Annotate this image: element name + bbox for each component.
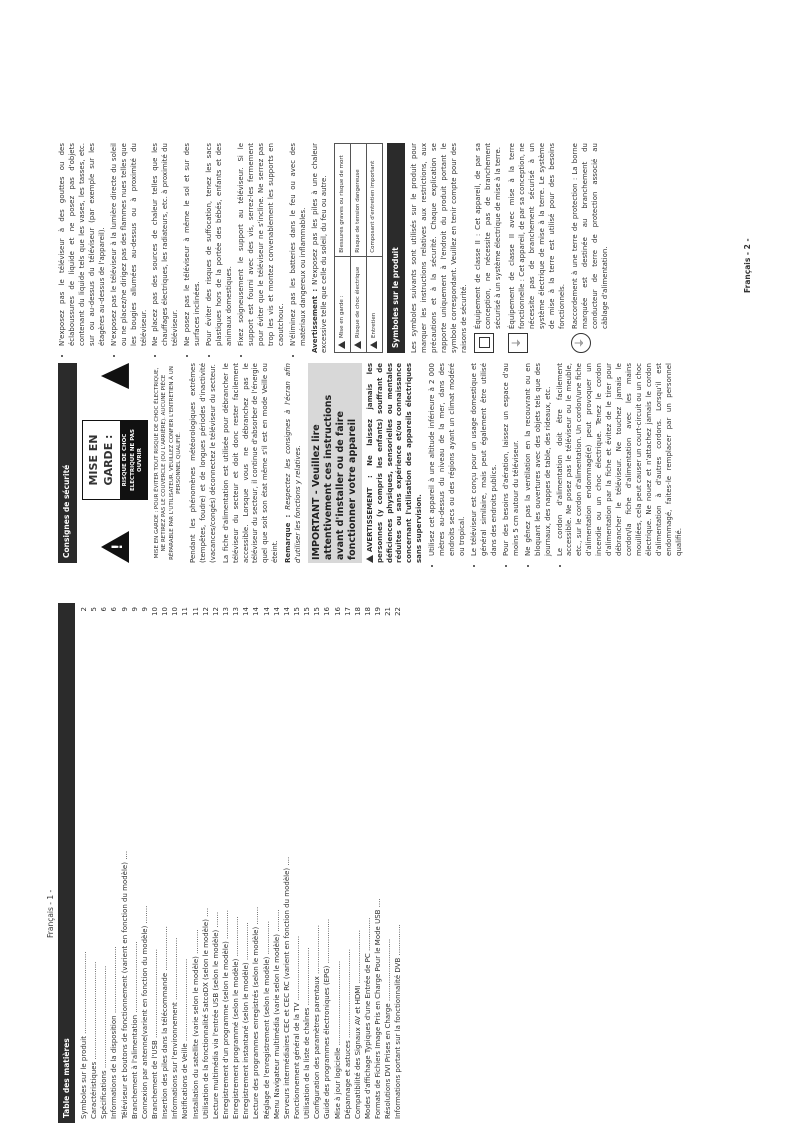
toc-entry-page: 14 xyxy=(252,607,261,616)
toc-row xyxy=(292,607,302,1119)
symbol-items xyxy=(474,143,611,353)
toc-row xyxy=(312,607,322,1119)
toc-entry-title: Informations portant sur la fonctionnalité DVB .............. xyxy=(394,924,403,1119)
toc-row xyxy=(262,607,272,1119)
toc-entry-page: 10 xyxy=(171,607,180,616)
symbol-name-cell: Risque de choc électrique xyxy=(351,256,367,352)
toc-entry-title: Résolutions DVI Prises en Charge ............................ xyxy=(384,938,393,1119)
warning-icon xyxy=(354,341,361,349)
toc-entry-page: 9 xyxy=(130,607,139,612)
toc-entry-page: 15 xyxy=(292,607,301,616)
safety-list-b xyxy=(58,143,309,353)
paragraph-weather: Pendant les phénomènes météorologiques extrêmes (tempêtes, foudre) et de longues périodes d'inactivité (vacances/congés) déconnectez le téléviseur du secteur. xyxy=(188,363,217,563)
toc-entry-page: 15 xyxy=(303,607,312,616)
toc-entry-page: 11 xyxy=(181,607,190,616)
toc-entry-page: 6 xyxy=(100,607,109,612)
safety-bullet: • Pour des besoins d'aération, laissez un espace d'au moins 5 cm autour du téléviseur. xyxy=(502,363,522,556)
toc-entry-title: Dépannage et astuces ........................................ xyxy=(343,949,352,1119)
toc-entry-title: Compatibilité des Signaux AV et HDMI ........................ xyxy=(353,930,362,1119)
toc-entry-title: Caractéristiques ............................................ xyxy=(90,961,99,1119)
protective-earth-icon: ⏚ xyxy=(571,333,591,353)
toc-row xyxy=(363,607,373,1119)
toc-row xyxy=(211,607,221,1119)
safety-bullet: • Le téléviseur est conçu pour un usage domestique et général similaire, mais peut également être utilisé dans des endroits publics. xyxy=(470,363,500,556)
toc-row xyxy=(150,607,160,1119)
class-ii-icon xyxy=(474,333,494,353)
battery-warning xyxy=(311,143,331,353)
safety-bullet: • Ne gênez pas la ventilation en la recouvrant ou en bloquant les ouvertures avec des objets tels que des journaux, des nappes de table, des rideaux, etc. xyxy=(524,363,554,556)
paragraph-plug: La fiche d'alimentation est utilisée pour débrancher le téléviseur du secteur et doit donc rester facilement accessible. Lorsque vous ne débranchez pas le téléviseur du secteur, il continue d'absorber de l'énergie quel que soit son état même s'il est en mode Veille ou éteint. xyxy=(221,363,280,563)
warning-text: Ne laissez jamais les personnes (y compris les enfants) souffrant de déficiences physiques, sensorielles ou mentales réduites ou sans expérience et/ou connaissance concernant l'utilisation des appareils électriques sans supervision. xyxy=(365,363,424,563)
toc-row xyxy=(383,607,393,1119)
toc-entry-title: Spécifications .............................................. xyxy=(100,965,109,1119)
toc-row xyxy=(272,607,282,1119)
toc-entry-page: 16 xyxy=(323,607,332,616)
toc-entry-title: Réglage de l'enregistrement (selon le modèle) ............... xyxy=(262,921,271,1119)
toc-entry-page: 12 xyxy=(211,607,220,616)
toc-entry-title: Serveurs intermédiaires CEC et CEC RC (varient en fonction du modèle) .... xyxy=(282,856,291,1119)
safety-list-a xyxy=(428,363,684,563)
toc-row xyxy=(180,607,190,1119)
caution-caption: MISE EN GARDE : POUR ÉVITER TOUT RISQUE DE CHOC ÉLECTRIQUE, NE RETIREZ PAS LE COUVERCLE (OU L'ARRIÈRE). AUCUNE PIÈCE RÉPARABLE PAR L'UTILISATEUR. VEUILLEZ CONFIER L'ENTRETIEN À UN PERSONNEL QUALIFIÉ. xyxy=(154,366,182,560)
toc-entry-page: 6 xyxy=(110,607,119,612)
safety-title: Consignes de sécurité xyxy=(58,363,77,563)
safety-bullet: • Pour éviter des risques de suffocation, tenez les sacs plastiques hors de la portée des bébés, enfants et des animaux domestiques. xyxy=(205,143,235,346)
toc-entry-title: Fonctionnement général de la TV ............................. xyxy=(292,935,301,1119)
important-banner: IMPORTANT - Veuillez lire attentivement ces instructions avant d'installer ou de faire fonctionner votre appareil xyxy=(308,363,362,563)
toc-entry-title: Insertion des piles dans la télécommande .................... xyxy=(161,926,170,1119)
class-ii-functional-earth-icon: ⏚ xyxy=(508,333,528,353)
safety-bullet: • Ne placez pas des sources de chaleur telles que les chauffages électriques, les radiateurs, etc. à proximité du téléviseur. xyxy=(151,143,181,346)
toc-entry-title: Menu Navigateur multimédia (varie selon le modèle) .......... xyxy=(272,909,281,1119)
toc-entry-title: Symboles sur le produit ..................................... xyxy=(80,951,88,1119)
toc-row xyxy=(282,607,292,1119)
symbol-table xyxy=(334,143,382,353)
toc-entry-page: 13 xyxy=(221,607,230,616)
symbol-item-text: Équipement de classe II avec mise à la terre fonctionnelle : Cet appareil, de par sa conception, ne nécessite pas de branchement sécurisé à un système électrique de mise à la terre. Le système de mise à la terre est utilisé pour des besoins fonctionnels. xyxy=(507,143,566,329)
symbol-table-row xyxy=(366,144,382,353)
safety-bullet: • Fixez soigneusement le support au téléviseur. Si le support est fourni avec des vis, serrez-les fermement pour éviter que le téléviseur ne s'incline. Ne serrez pas trop les vis et montez convenablement les supports en caoutchouc. xyxy=(237,143,287,346)
rotated-document xyxy=(38,0,763,1123)
page1-footer: Français - 1 - xyxy=(46,889,55,938)
toc-entry-title: Utilisation de la liste de chaînes .......................... xyxy=(303,947,312,1119)
toc-entry-page: 16 xyxy=(333,607,342,616)
toc-entry-title: Lecture des programmes enregistrés (selon le modèle) ........ xyxy=(252,906,261,1119)
toc-entry-title: Enregistrement instantané (selon le modèle) ................. xyxy=(242,922,251,1119)
caution-box xyxy=(82,420,149,500)
warning-icon xyxy=(338,341,345,349)
safety-bullet: • N'éliminez pas les batteries dans le feu ou avec des matériaux dangereux ou inflammables. xyxy=(289,143,309,346)
symbol-table-row xyxy=(335,144,351,353)
toc-entry-page: 17 xyxy=(343,607,352,616)
toc-entry-page: 14 xyxy=(282,607,291,616)
toc-entry-page: 18 xyxy=(353,607,362,616)
symbol-meaning-cell: Composant d'entretien important xyxy=(366,144,382,257)
toc-entry-page: 9 xyxy=(140,607,149,612)
toc-entry-title: Notifications de Veille ..................................... xyxy=(181,958,190,1119)
toc-entry-page: 15 xyxy=(313,607,322,616)
toc-entry-title: Mise à jour logicielle ...................................... xyxy=(333,960,342,1119)
toc-entry-page: 10 xyxy=(150,607,159,616)
toc-row xyxy=(333,607,343,1119)
toc-entry-title: Configuration des paramètres parentaux ...................... xyxy=(313,925,322,1119)
toc-row xyxy=(231,607,241,1119)
safety-bullet: • Le cordon d'alimentation doit être facilement accessible. Ne posez pas le téléviseur ou le meuble, etc., sur le cordon d'alimentation. Un cordon/une fiche d'alimentation endommagé(e) peut provoquer un incendie ou un choc électrique. Tenez le cordon d'alimentation par la fiche et évitez de le tirer pour débrancher le téléviseur. Ne touchez jamais le cordon/la fiche d'alimentation avec les mains mouillées, cela peut causer un court-circuit ou un choc électrique. Ne nouez et n'attachez jamais le cordon d'alimentation à d'autres cordons. Lorsqu'il est endommagé, faites-le remplacer par un personnel qualifié. xyxy=(556,363,685,556)
toc-entry-title: Branchement de l'USB ........................................ xyxy=(150,949,159,1119)
symbol-meaning-cell: Risque de tension dangereuse xyxy=(351,144,367,257)
toc-entry-page: 10 xyxy=(161,607,170,616)
toc-row xyxy=(201,607,211,1119)
toc-row xyxy=(89,607,99,1119)
toc-entry-title: Formats de Fichiers Image Pris en Charge Pour le Mode USB .... xyxy=(374,898,383,1119)
symbols-intro: Les symboles suivants sont utilisés sur le produit pour marquer les instructions relatives aux restrictions, aux précautions et à la sécurité. Chaque explication se rapporte uniquement à l'endroit du produit portant le symbole correspondant. Veuillez en tenir compte pour des raisons de sécurité. xyxy=(410,143,469,353)
toc-row xyxy=(79,607,89,1119)
toc-row xyxy=(251,607,261,1119)
symbol-table-row xyxy=(351,144,367,353)
safety-column-1 xyxy=(58,363,687,563)
symbol-item xyxy=(474,143,504,353)
toc-entry-title: Enregistrement programmé (selon le modèle) .................. xyxy=(232,916,241,1119)
toc-row xyxy=(241,607,251,1119)
toc-entry-title: Enregistrement d'un programme (selon le modèle) ............. xyxy=(221,910,230,1119)
symbol-name-cell: Entretien xyxy=(366,256,382,352)
toc-row xyxy=(373,607,383,1119)
toc-entry-page: 11 xyxy=(191,607,200,616)
toc-row xyxy=(109,607,119,1119)
toc-list xyxy=(79,603,404,1123)
toc-entry-page: 14 xyxy=(262,607,271,616)
toc-entry-page: 9 xyxy=(120,607,129,612)
toc-row xyxy=(322,607,332,1119)
safety-bullet: • Utilisez cet appareil à une altitude inférieure à 2 000 mètres au-dessus du niveau de la mer, dans des endroits secs ou des régions ayant un climat modéré ou tropical. xyxy=(428,363,468,556)
caution-box-subtitle: RISQUE DE CHOC ELECTRIQUE NE PAS OUVRIR xyxy=(120,421,147,499)
toc-entry-page: 14 xyxy=(272,607,281,616)
symbol-meaning-cell: Blessures graves ou risque de mort xyxy=(335,144,351,257)
toc-entry-title: Informations sur l'environnement ............................ xyxy=(171,937,180,1119)
safety-bullet: • Ne posez pas le téléviseur à même le sol et sur des surfaces inclinées. xyxy=(183,143,203,346)
symbol-item xyxy=(571,143,611,353)
symbol-item-text: Équipement de classe II : Cet appareil, de par sa conception, ne nécessite pas de branchement sécurisé à un système électrique de mise à la terre. xyxy=(474,143,502,329)
toc-entry-title: Modes d'affichage Typiques d'une Entrée de PC ............... xyxy=(363,917,372,1119)
toc-row xyxy=(353,607,363,1119)
toc-entry-page: 13 xyxy=(232,607,241,616)
symbols-title: Symboles sur le produit xyxy=(387,143,406,353)
toc-entry-title: Branchement à l'alimentation ................................ xyxy=(130,941,139,1119)
toc-row xyxy=(221,607,231,1119)
toc-row xyxy=(130,607,140,1119)
remark xyxy=(284,363,304,563)
lightning-icon xyxy=(101,363,129,389)
toc-entry-title: Guide des programmes électroniques (EPG) .................... xyxy=(323,918,332,1119)
symbol-name-cell: Mise en garde : xyxy=(335,256,351,352)
warning-icon xyxy=(366,555,373,563)
toc-entry-page: 22 xyxy=(394,607,403,616)
toc-entry-page: 2 xyxy=(80,607,88,612)
toc-row xyxy=(140,607,150,1119)
toc-title: Table des matières xyxy=(58,603,75,1123)
safety-bullet: • N'exposez pas le téléviseur à des gouttes ou des éclaboussures de liquide et ne posez pas d'objets contenant du liquide tels que les vases, les tasses, etc. sur ou au-dessus du téléviseur (par exemple sur les étagères au-dessus de l'appareil). xyxy=(58,143,108,346)
toc-entry-title: Téléviseur et boutons de fonctionnement (varient en fonction du modèle) .... xyxy=(120,850,129,1119)
toc-row xyxy=(393,607,403,1119)
toc-row xyxy=(302,607,312,1119)
toc-entry-title: Connexion par antenne(varient en fonction du modèle) ........ xyxy=(140,905,149,1119)
toc-row xyxy=(160,607,170,1119)
caution-box-title: MISE EN GARDE : xyxy=(86,434,116,486)
toc-entry-title: Installation du satellite (varie selon le modèle) ........... xyxy=(191,929,200,1119)
toc-row xyxy=(191,607,201,1119)
toc-entry-title: Lecture multimédia via l'entrée USB (selon le modèle) ....... xyxy=(211,911,220,1119)
battery-warning-text: N'exposez pas les piles à une chaleur excessive telle que celle du soleil, du feu ou autre. xyxy=(310,143,329,353)
page2-footer: Français - 2 - xyxy=(743,238,752,293)
safety-column-2 xyxy=(58,143,615,353)
remark-text: Respectez les consignes à l'écran afin d'utiliser les fonctions y relatives. xyxy=(284,363,303,563)
toc-entry-page: 5 xyxy=(90,607,99,612)
battery-warning-label: Avertissement : xyxy=(310,288,319,353)
toc-entry-page: 12 xyxy=(201,607,210,616)
caution-graphic xyxy=(82,363,149,563)
table-of-contents xyxy=(58,603,404,1123)
toc-entry-title: Utilisation de la fonctionnalité SatcoDX (selon le modèle) .... xyxy=(201,907,210,1119)
toc-row xyxy=(343,607,353,1119)
toc-entry-page: 21 xyxy=(384,607,393,616)
warning-paragraph xyxy=(366,363,426,563)
symbol-item xyxy=(508,143,568,353)
warning-triangle-icon: ! xyxy=(101,531,129,563)
warning-label: AVERTISSEMENT : xyxy=(365,475,374,552)
remark-label: Remarque : xyxy=(284,514,293,563)
toc-entry-page: 14 xyxy=(242,607,251,616)
warning-icon xyxy=(370,341,377,349)
toc-row xyxy=(99,607,109,1119)
toc-row xyxy=(170,607,180,1119)
toc-row xyxy=(120,607,130,1119)
toc-entry-page: 19 xyxy=(374,607,383,616)
safety-bullet: • N'exposez pas le téléviseur à la lumière directe du soleil ou ne placez/ne dirigez pas des flammes nues telles que les bougies allumées au-dessus ou à proximité du téléviseur. xyxy=(110,143,150,346)
toc-entry-title: Informations de la disposition .............................. xyxy=(110,946,119,1119)
toc-entry-page: 18 xyxy=(363,607,372,616)
symbol-item-text: Raccordement à une terre de protection : La borne marquée est destinée au branchement du conducteur de terre de protection associé au câblage d'alimentation. xyxy=(571,143,610,329)
